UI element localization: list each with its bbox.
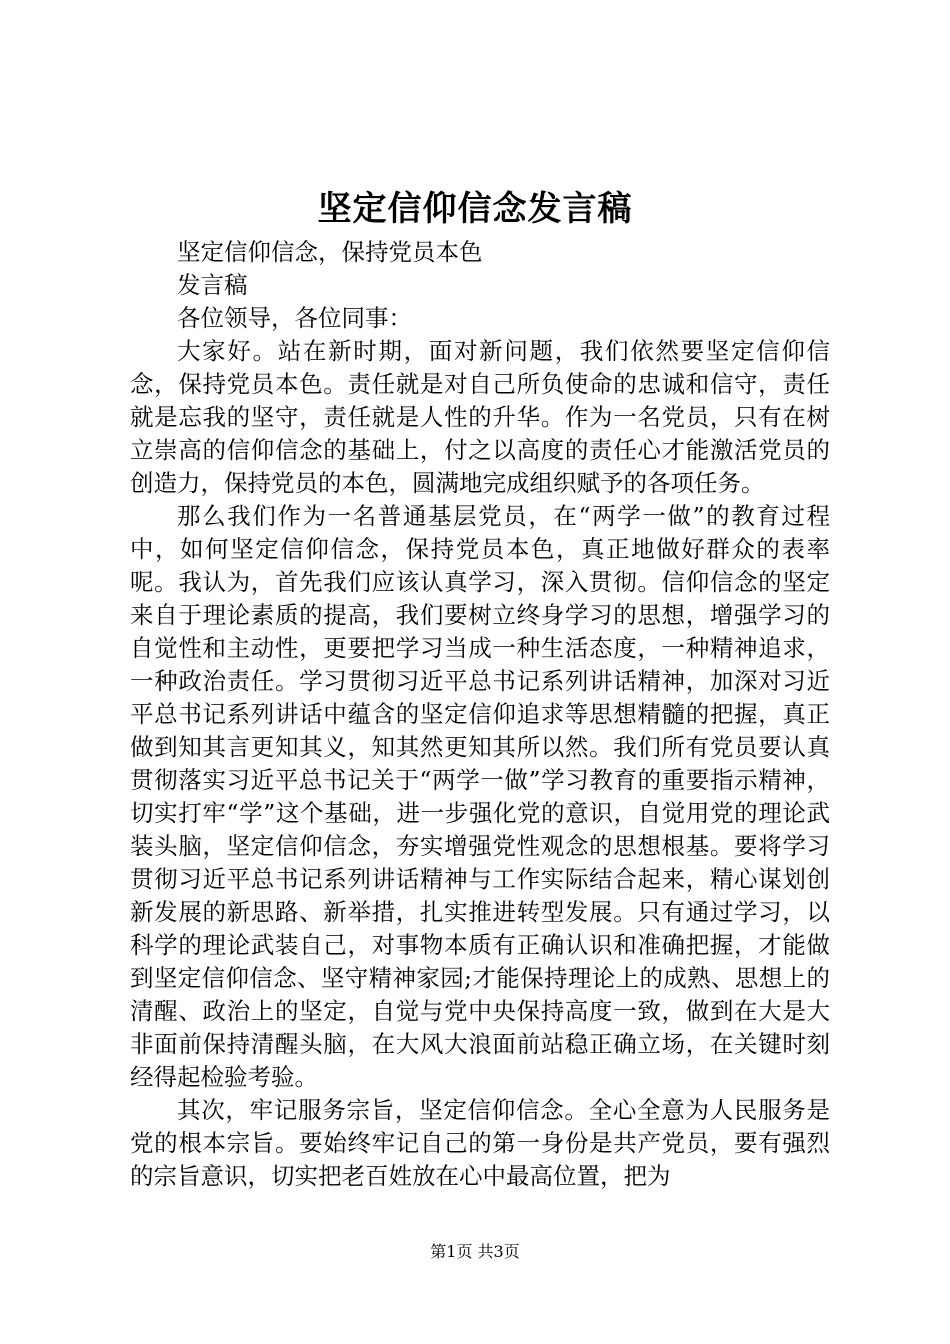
paragraph-3: 其次，牢记服务宗旨，坚定信仰信念。全心全意为人民服务是党的根本宗旨。要始终牢记自己的第一身份是共产党员，要有强烈的宗旨意识，切实把老百姓放在心中最高位置，把为 — [130, 1096, 830, 1190]
paragraph-2: 那么我们作为一名普通基层党员，在“两学一做”的教育过程中，如何坚定信仰信念，保持党员本色，真正地做好群众的表率呢。我认为，首先我们应该认真学习，深入贯彻。信仰信念的坚定来自于理论素质的提高，我们要树立终身学习的思想，增强学习的自觉性和主动性，更要把学习当成一种生活态度，一种精神追求，一种政治责任。学习贯彻习近平总书记系列讲话精神，加深对习近平总书记系列讲话中蕴含的坚定信仰追求等思想精髓的把握，真正做到知其言更知其义，知其然更知其所以然。我们所有党员要认真贯彻落实习近平总书记关于“两学一做”学习教育的重要指示精神，切实打牢“学”这个基础，进一步强化党的意识，自觉用党的理论武装头脑，坚定信仰信念，夯实增强党性观念的思想根基。要将学习贯彻习近平总书记系列讲话精神与工作实际结合起来，精心谋划创新发展的新思路、新举措，扎实推进转型发展。只有通过学习，以科学的理论武装自己，对事物本质有正确认识和准确把握，才能做到坚定信仰信念、坚守精神家园;才能保持理论上的成熟、思想上的清醒、政治上的坚定，自觉与党中央保持高度一致，做到在大是大非面前保持清醒头脑，在大风大浪面前站稳正确立场，在关键时刻经得起检验考验。 — [130, 502, 830, 1091]
page-footer: 第1页 共3页 — [430, 1242, 520, 1261]
document-body — [130, 236, 830, 1193]
document-title: 坚定信仰信念发言稿 — [317, 189, 633, 229]
subtitle-line-2: 发言稿 — [177, 271, 248, 299]
salutation: 各位领导，各位同事： — [177, 304, 412, 332]
subtitle-line: 坚定信仰信念，保持党员本色 — [177, 238, 483, 266]
paragraph-1: 大家好。站在新时期，面对新问题，我们依然要坚定信仰信念，保持党员本色。责任就是对自己所负使命的忠诚和信守，责任就是忘我的坚守，责任就是人性的升华。作为一名党员，只有在树立崇高的信仰信念的基础上，付之以高度的责任心才能激活党员的创造力，保持党员的本色，圆满地完成组织赋予的各项任务。 — [130, 337, 830, 497]
